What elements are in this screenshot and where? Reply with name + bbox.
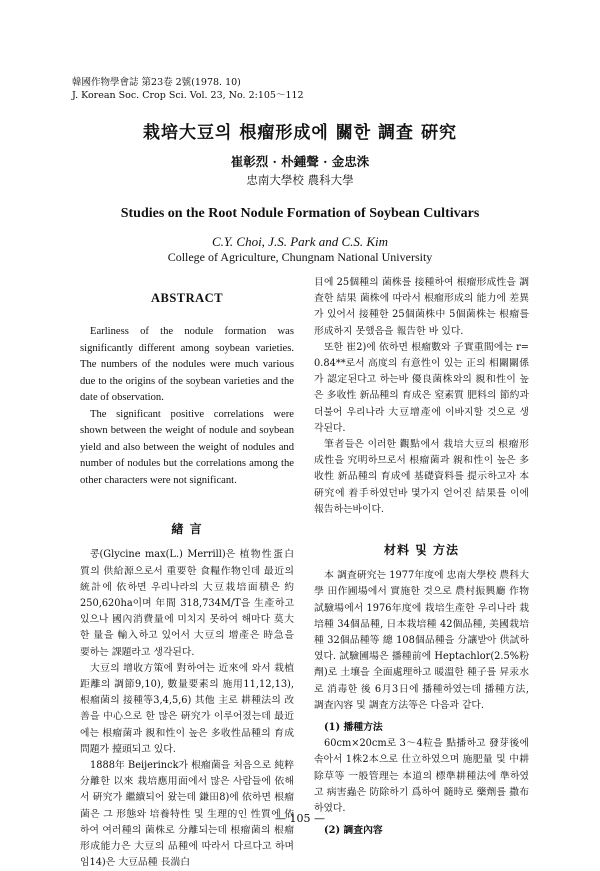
intro-paragraph-1: 콩(Glycine max(L.) Merrill)은 植物性蛋白質의 供給源으로서 重要한 食糧作物인데 最近의 統計에 依하면 우리나라의 大豆栽培面積은 約 250,620ha이며 年間 318,734M/T을 生產하고 있으나 國內消費量에 미치지 못하여 해마다 莫大한 量을 輸入하고 있어서 大豆의 增產은 時急을 要하는 課題라고 생각된다. <box>80 549 294 658</box>
title-korean: 栽培大豆의 根瘤形成에 關한 調査 硏究 <box>143 123 457 143</box>
affiliation-english: College of Agriculture, Chungnam National University <box>167 250 433 264</box>
abstract-section <box>80 290 294 489</box>
abstract-paragraph-2: The significant positive correlations were shown between the weight of nodule and soybean yield and also between the weight of nodules and number of nodules but the correlations among the other characters were not significant. <box>80 408 294 486</box>
journal-line-ko: 韓國作物學會誌 第23卷 2號(1978. 10) <box>72 77 241 88</box>
right-paragraph-1: 目에 25個種의 菌株를 接種하여 根瘤形成性을 調査한 結果 菌株에 따라서 根瘤形成의 能力에 差異가 있어서 接種한 25個菌株中 5個菌株는 根瘤를 形成하지 못했음을 報告한 바 있다. <box>314 277 529 337</box>
page-number: — 105 — <box>275 812 325 825</box>
intro-heading: 緖 言 <box>171 522 203 537</box>
methods-paragraph-1: 本 調査硏究는 1977年度에 忠南大學校 農科大學 田作圃場에서 實施한 것으로 農村振興廳 作物試驗場에서 1976年度에 栽培生產한 우리나라 栽培種 34個品種, 日本栽培種 42個品種, 美國栽培種 32個品種等 總 108個品種을 分讓받아 供試하였다. 試驗圃場은 播種前에 Heptachlor(2.5%粉劑)로 土壤을 全面處理하고 暖溫한 種子를 昇汞水로 消毒한 後 6月3日에 播種하였는데 播種方法, 調査內容 및 調査方法等은 다음과 같다. <box>314 570 529 711</box>
journal-line-en: J. Korean Soc. Crop Sci. Vol. 23, No. 2:105～112 <box>72 90 304 101</box>
authors-korean: 崔彰烈 · 朴鍾聲 · 金忠洙 <box>230 154 370 169</box>
methods-heading: 材料 및 方法 <box>384 543 459 558</box>
intro-paragraph-2: 大豆의 增收方策에 對하여는 近來에 와서 栽植距離의 調節9,10), 數量要素의 施用11,12,13), 根瘤菌의 接種等3,4,5,6) 其他 主로 耕種法의 改善을 中心으로 한 많은 硏究가 이루어졌는데 最近에는 根瘤菌과 親和性이 높은 多收性品種의 育成問題가 擡頭되고 있다. <box>80 662 294 755</box>
affiliation-korean: 忠南大學校 農科大學 <box>246 173 354 187</box>
right-paragraph-3: 筆者들은 이러한 觀點에서 栽培大豆의 根瘤形成性을 究明하므로서 根瘤菌과 親和性이 높은 多收性 新品種의 育成에 基礎資料를 提示하고자 本 硏究에 着手하였던바 몇가지 얻어진 結果를 이에 報告하는바이다. <box>314 439 529 515</box>
left-column <box>80 290 294 871</box>
right-column <box>314 275 529 840</box>
methods-paragraph-2: 60cm×20cm로 3～4粒을 點播하고 發芽後에 솎아서 1株2本으로 仕立하였으며 施肥量 및 中耕除草等 一般管理는 本道의 標準耕種法에 準하였고 病害蟲은 防除하기 爲하여 隨時로 藥劑를 撒布하였다. <box>314 738 529 815</box>
intro-paragraph-3: 1888年 Beijerinck가 根瘤菌을 처음으로 純粹分離한 以來 栽培應用面에서 많은 사람들에 依해서 硏究가 繼續되어 왔는데 鎌田8)에 依하면 根瘤菌은 그 形態와 培養特性 및 生理的인 性質에 依하여 여러種의 菌株로 分離되는데 根瘤菌의 根瘤形成能力은 大豆의 品種에 따라서 다르다고 하며 임14)은 大豆品種 長湍白 <box>80 760 294 869</box>
right-paragraph-2: 또한 崔2)에 依하면 根瘤數와 子實重間에는 r= 0.84**로서 高度의 有意性이 있는 正의 相關關係가 認定된다고 하는바 優良菌株와의 親和性이 높은 多收性 新品種의 育成은 窒素質 肥料의 節約과 더불어 우리나라 大豆增產에 이바지할 것으로 생각된다. <box>314 341 529 434</box>
abstract-heading: ABSTRACT <box>150 291 224 305</box>
authors-english: C.Y. Choi, J.S. Park and C.S. Kim <box>211 234 389 249</box>
methods-subheading-2: (2) 調査內容 <box>324 825 383 837</box>
abstract-paragraph-1: Earliness of the nodule formation was significantly different among soybean varieties. The numbers of the nodules were much various due to the origins of the soybean varieties and the date of observation. <box>80 326 294 404</box>
journal-header <box>72 76 304 102</box>
methods-subheading-1: (1) 播種方法 <box>324 722 383 734</box>
title-english: Studies on the Root Nodule Formation of Soybean Cultivars <box>120 206 480 221</box>
